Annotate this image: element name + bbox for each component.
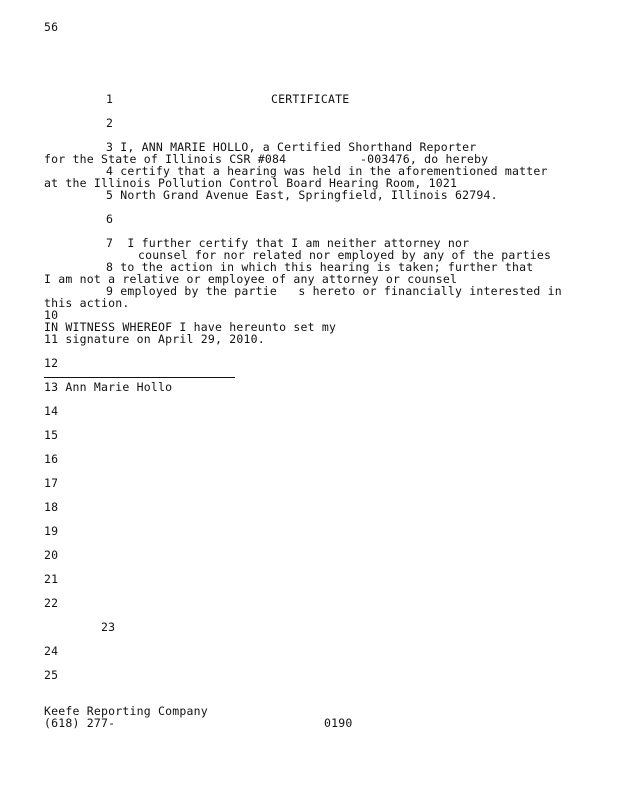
line-13: 13 Ann Marie Hollo	[44, 380, 173, 394]
line-number-1: 1	[106, 92, 114, 106]
line-number-12: 12	[44, 356, 59, 370]
line-number-2: 2	[106, 116, 114, 130]
line-4: 4 certify that a hearing was held in the aforementioned matter	[106, 164, 548, 178]
line-7: 7 I further certify that I am neither attorney nor	[106, 236, 470, 250]
line-number-25: 25	[44, 668, 59, 682]
footer-company: Keefe Reporting Company	[44, 704, 208, 718]
certificate-title: CERTIFICATE	[271, 92, 350, 106]
page-number: 56	[44, 20, 59, 34]
line-number-19: 19	[44, 524, 59, 538]
line-11: 11 signature on April 29, 2010.	[44, 332, 265, 346]
line-9-cont: this action.	[44, 296, 130, 310]
line-number-14: 14	[44, 404, 59, 418]
line-number-17: 17	[44, 476, 59, 490]
line-number-18: 18	[44, 500, 59, 514]
line-number-22: 22	[44, 596, 59, 610]
line-number-24: 24	[44, 644, 59, 658]
line-3-cont-b: -003476, do hereby	[360, 152, 489, 166]
line-10-text: IN WITNESS WHEREOF I have hereunto set my	[44, 320, 337, 334]
line-number-15: 15	[44, 428, 59, 442]
line-8: 8 to the action in which this hearing is taken; further that	[106, 260, 534, 274]
line-number-21: 21	[44, 572, 59, 586]
footer-phone-prefix: (618) 277-	[44, 716, 116, 730]
line-3-cont: for the State of Illinois CSR #084	[44, 152, 287, 166]
line-number-10: 10	[44, 308, 59, 322]
line-7-cont: counsel for nor related nor employed by any of the parties	[138, 248, 552, 262]
line-number-23: 23	[101, 620, 116, 634]
line-number-20: 20	[44, 548, 59, 562]
footer-phone-suffix: 0190	[324, 716, 353, 730]
line-3: 3 I, ANN MARIE HOLLO, a Certified Shorthand Reporter	[106, 140, 477, 154]
signature-line	[44, 377, 235, 378]
line-4-cont: at the Illinois Pollution Control Board Hearing Room, 1021	[44, 176, 458, 190]
line-8-cont: I am not a relative or employee of any attorney or counsel	[44, 272, 458, 286]
line-9: 9 employed by the partie s hereto or financially interested in	[106, 284, 562, 298]
line-5: 5 North Grand Avenue East, Springfield, Illinois 62794.	[106, 188, 498, 202]
line-number-6: 6	[106, 212, 114, 226]
line-number-16: 16	[44, 452, 59, 466]
